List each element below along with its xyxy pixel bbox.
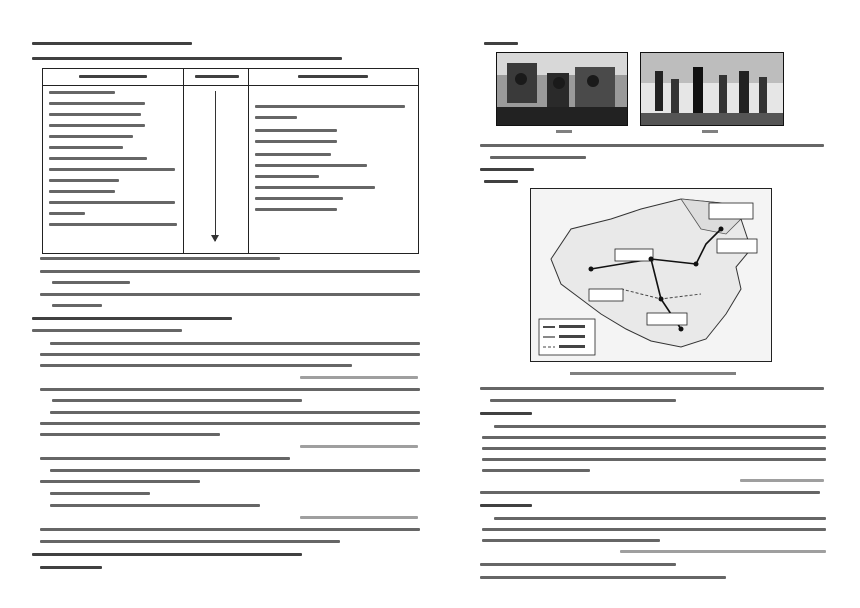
table-cell — [255, 197, 343, 200]
table-cell — [49, 102, 145, 105]
table-cell — [49, 91, 115, 94]
table-cell — [255, 105, 405, 108]
text-line — [32, 317, 232, 320]
text-line — [50, 492, 150, 495]
text-line — [484, 180, 518, 183]
text-line — [50, 469, 420, 472]
text-line — [484, 42, 518, 45]
table-cell — [255, 175, 319, 178]
text-line — [50, 342, 420, 345]
text-line — [40, 457, 290, 460]
table-cell — [255, 164, 367, 167]
table-cell — [255, 186, 375, 189]
table-cell — [49, 146, 123, 149]
text-line — [480, 168, 534, 171]
text-line — [480, 563, 676, 566]
photo-image — [641, 53, 783, 125]
table-divider — [183, 69, 184, 253]
table-cell — [49, 113, 141, 116]
historical-photo — [640, 52, 784, 126]
text-line — [480, 412, 532, 415]
text-line — [40, 270, 420, 273]
text-line — [482, 458, 826, 461]
text-line — [490, 399, 676, 402]
table-cell — [49, 135, 133, 138]
photo-image — [497, 53, 627, 125]
table-cell — [255, 116, 297, 119]
text-line — [52, 399, 302, 402]
table-header — [79, 75, 147, 78]
table-cell — [255, 129, 337, 132]
text-line — [40, 540, 340, 543]
text-line — [480, 576, 726, 579]
china-map-graphic — [531, 189, 771, 361]
text-line — [300, 376, 418, 379]
table-cell — [49, 212, 85, 215]
text-line — [494, 425, 826, 428]
text-line — [32, 57, 342, 60]
table-cell — [255, 140, 337, 143]
photo-caption — [556, 130, 572, 133]
text-line — [480, 144, 824, 147]
text-line — [50, 411, 420, 414]
text-line — [482, 447, 826, 450]
text-line — [480, 504, 532, 507]
text-line — [40, 293, 420, 296]
map-caption — [570, 372, 736, 375]
table-cell — [255, 153, 331, 156]
table-cell — [49, 190, 115, 193]
text-line — [32, 42, 192, 45]
text-line — [40, 433, 220, 436]
text-line — [490, 156, 586, 159]
text-line — [480, 491, 820, 494]
text-line — [40, 528, 420, 531]
table-cell — [49, 124, 145, 127]
text-line — [52, 304, 102, 307]
text-line — [482, 436, 826, 439]
table-divider — [248, 69, 249, 253]
text-line — [482, 528, 826, 531]
text-line — [40, 566, 102, 569]
historical-photo — [496, 52, 628, 126]
text-line — [494, 517, 826, 520]
table-header — [195, 75, 239, 78]
table-cell — [49, 223, 177, 226]
text-line — [620, 550, 826, 553]
table-header — [298, 75, 368, 78]
down-arrow-icon — [215, 91, 216, 241]
table-cell — [49, 168, 175, 171]
text-line — [482, 539, 660, 542]
timeline-table — [42, 68, 419, 254]
text-line — [300, 516, 418, 519]
text-line — [480, 387, 824, 390]
text-line — [52, 281, 130, 284]
text-line — [40, 480, 200, 483]
text-line — [482, 469, 590, 472]
table-cell — [49, 179, 119, 182]
text-line — [50, 504, 260, 507]
text-line — [40, 364, 352, 367]
text-line — [40, 353, 420, 356]
text-line — [40, 422, 420, 425]
industrial-layout-map — [530, 188, 772, 362]
text-line — [740, 479, 824, 482]
table-cell — [49, 201, 175, 204]
table-divider — [43, 85, 418, 86]
text-line — [300, 445, 418, 448]
text-line — [32, 553, 302, 556]
text-line — [32, 329, 182, 332]
photo-caption — [702, 130, 718, 133]
text-line — [40, 257, 280, 260]
table-cell — [49, 157, 147, 160]
text-line — [40, 388, 420, 391]
table-cell — [255, 208, 337, 211]
